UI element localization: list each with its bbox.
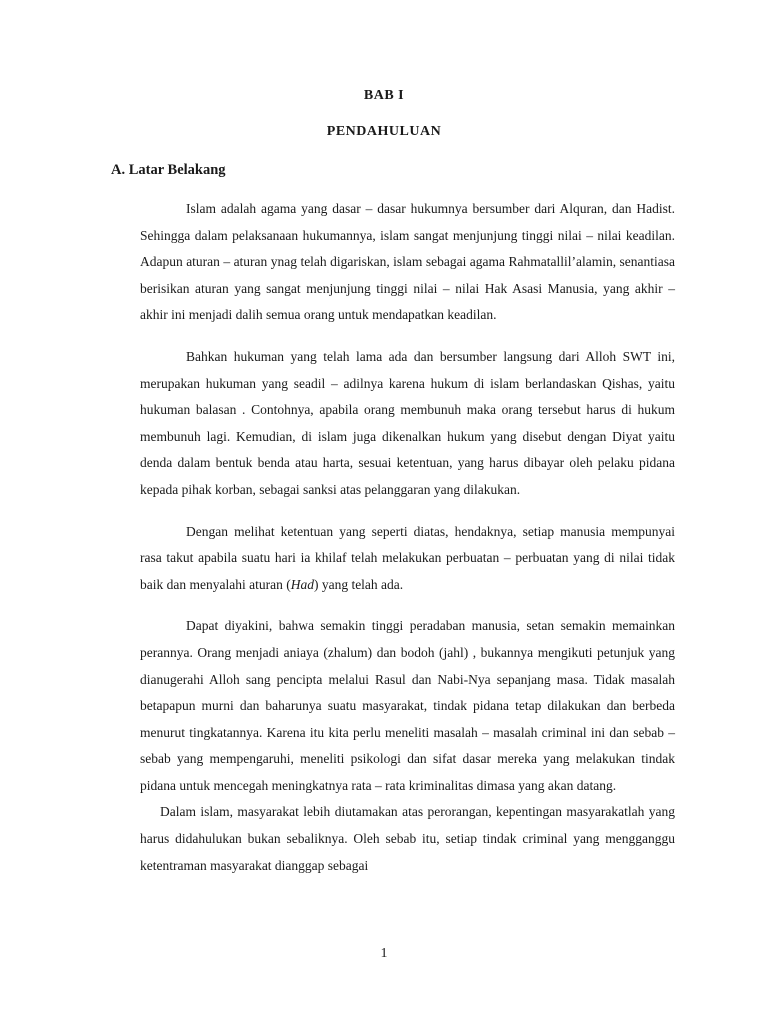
paragraph-1: Islam adalah agama yang dasar – dasar hukumnya bersumber dari Alquran, dan Hadist. Sehingga dalam pelaksanaan hukumannya, islam sangat menjunjung tinggi nilai – nilai keadilan. Adapun aturan – aturan ynag telah digariskan, islam sebagai agama Rahmatallil’alamin, senantiasa berisikan aturan yang sangat menjunjung tinggi nilai – nilai Hak Asasi Manusia, yang akhir – akhir ini menjadi dalih semua orang untuk mendapatkan keadilan. [140, 201, 675, 323]
paragraph-4: Dapat diyakini, bahwa semakin tinggi peradaban manusia, setan semakin memainkan perannya. Orang menjadi aniaya (zhalum) dan bodoh (jahl) , bukannya mengikuti petunjuk yang dianugerahi Alloh sang pencipta melalui Rasul dan Nabi-Nya sepanjang masa. Tidak masalah betapapun murni dan baharunya suatu masyarakat, tindak pidana tetap dilakukan dan berbeda menurut tingkatannya. Karena itu kita perlu meneliti masalah – masalah criminal ini dan sebab – sebab yang mempengaruhi, meneliti psikologi dan sifat dasar mereka yang melakukan tindak pidana untuk mencegah meningkatnya rata – rata kriminalitas dimasa yang akan datang. [140, 618, 675, 793]
paragraph-3-text-after: ) yang telah ada. [313, 576, 404, 592]
chapter-title: PENDAHULUAN [326, 124, 442, 139]
chapter-label: BAB I [363, 88, 405, 103]
page-number: 1 [380, 946, 388, 961]
body-text [140, 196, 675, 894]
paragraph-3 [140, 519, 675, 599]
paragraph-5: Dalam islam, masyarakat lebih diutamakan atas perorangan, kepentingan masyarakatlah yang harus didahulukan bukan sebaliknya. Oleh sebab itu, setiap tindak criminal yang mengganggu ketentraman masyarakat dianggap sebagai [140, 804, 675, 873]
paragraph-3-text-before: Dengan melihat ketentuan yang seperti diatas, hendaknya, setiap manusia mempunyai rasa takut apabila suatu hari ia khilaf telah melakukan perbuatan – perbuatan yang di nilai tidak baik dan menyalahi aturan ( [140, 523, 675, 592]
section-heading: A. Latar Belakang [111, 162, 226, 178]
paragraph-2: Bahkan hukuman yang telah lama ada dan bersumber langsung dari Alloh SWT ini, merupakan hukuman yang seadil – adilnya karena hukum di islam berlandaskan Qishas, yaitu hukuman balasan . Contohnya, apabila orang membunuh maka orang tersebut harus di hukum membunuh lagi. Kemudian, di islam juga dikenalkan hukum yang disebut dengan Diyat yaitu denda dalam bentuk benda atau harta, sesuai ketentuan, yang harus dibayar oleh pelaku pidana kepada pihak korban, sebagai sanksi atas pelanggaran yang dilakukan. [140, 348, 675, 497]
paragraph-3-italic-term: Had [290, 576, 314, 592]
